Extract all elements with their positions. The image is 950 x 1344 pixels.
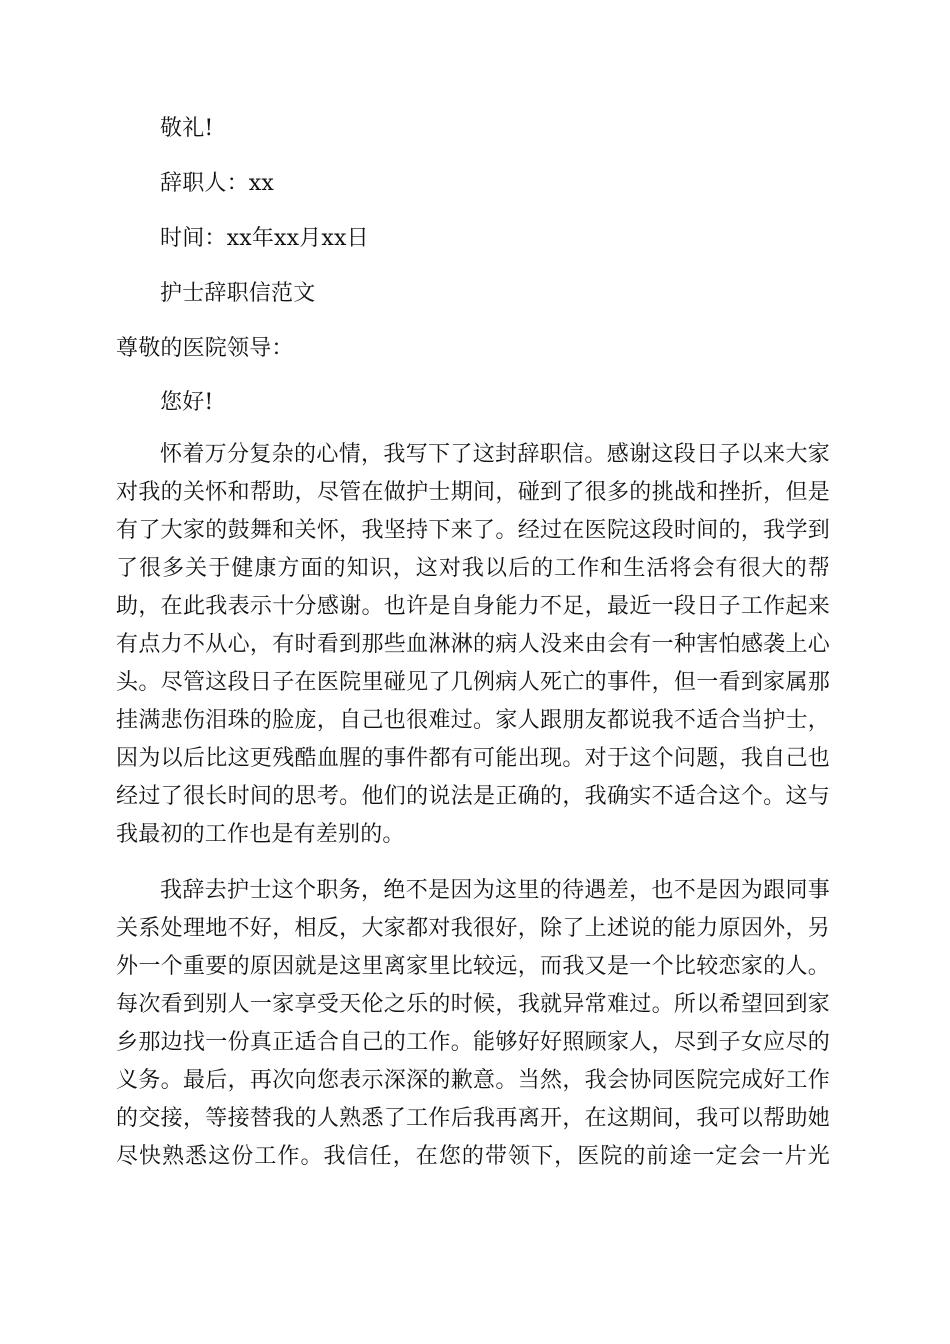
paragraph-2-line: 外一个重要的原因就是这里离家里比较远，而我又是一个比较恋家的人。: [116, 954, 830, 979]
paragraph-1-line: 怀着万分复杂的心情，我写下了这封辞职信。感谢这段日子以来大家: [160, 442, 830, 467]
paragraph-1-line: 有了大家的鼓舞和关怀，我坚持下来了。经过在医院这段时间的，我学到: [116, 518, 830, 543]
addressee: 尊敬的医院领导：: [116, 336, 294, 361]
paragraph-2-line: 每次看到别人一家享受天伦之乐的时候，我就异常难过。所以希望回到家: [116, 992, 830, 1017]
signer-line: 辞职人：xx: [160, 171, 275, 196]
paragraph-1-line: 挂满悲伤泪珠的脸庞，自己也很难过。家人跟朋友都说我不适合当护士，: [116, 708, 830, 733]
paragraph-1-line: 有点力不从心，有时看到那些血淋淋的病人没来由会有一种害怕感袭上心: [116, 632, 830, 657]
paragraph-1-line: 头。尽管这段日子在医院里碰见了几例病人死亡的事件，但一看到家属那: [116, 670, 830, 695]
paragraph-2-line: 关系处理地不好，相反，大家都对我很好，除了上述说的能力原因外，另: [116, 916, 830, 941]
paragraph-1-line: 对我的关怀和帮助，尽管在做护士期间，碰到了很多的挑战和挫折，但是: [116, 480, 830, 505]
paragraph-2-line: 乡那边找一份真正适合自己的工作。能够好好照顾家人，尽到子女应尽的: [116, 1030, 830, 1055]
paragraph-1-line-last: 我最初的工作也是有差别的。: [116, 822, 405, 847]
paragraph-1-line: 因为以后比这更残酷血腥的事件都有可能出现。对于这个问题，我自己也: [116, 746, 830, 771]
paragraph-1-line: 助，在此我表示十分感谢。也许是自身能力不足，最近一段日子工作起来: [116, 594, 830, 619]
paragraph-2-line: 我辞去护士这个职务，绝不是因为这里的待遇差，也不是因为跟同事: [160, 878, 830, 903]
date-line: 时间：xx年xx月xx日: [160, 226, 369, 251]
greeting: 您好!: [160, 390, 214, 415]
paragraph-2-line: 尽快熟悉这份工作。我信任，在您的带领下，医院的前途一定会一片光: [116, 1144, 830, 1169]
closing-salute: 敬礼!: [160, 116, 214, 141]
paragraph-1-line: 经过了很长时间的思考。他们的说法是正确的，我确实不适合这个。这与: [116, 784, 830, 809]
paragraph-1-line: 了很多关于健康方面的知识，这对我以后的工作和生活将会有很大的帮: [116, 556, 830, 581]
paragraph-2-line: 的交接，等接替我的人熟悉了工作后我再离开，在这期间，我可以帮助她: [116, 1106, 830, 1131]
paragraph-2-line: 义务。最后，再次向您表示深深的歉意。当然，我会协同医院完成好工作: [116, 1068, 830, 1093]
letter-title: 护士辞职信范文: [160, 281, 316, 306]
